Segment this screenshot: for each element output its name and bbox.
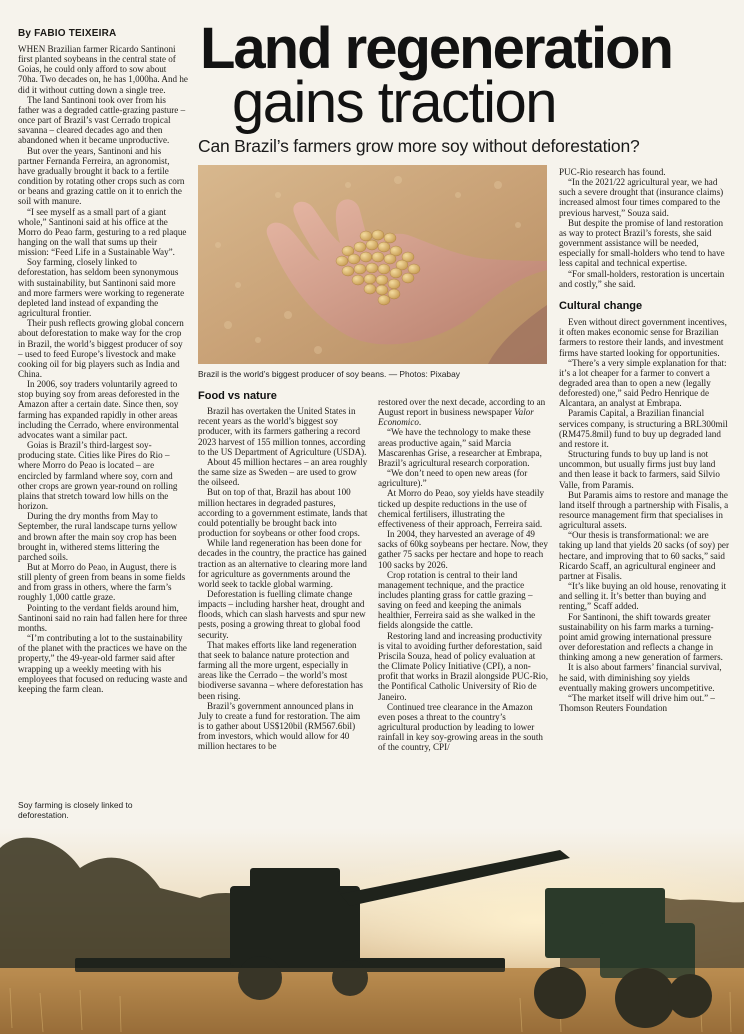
paragraph: Their push reflects growing global concern about deforestation to make way for the crop in Brazil, the world’s biggest producer of soy – used to feed Europe’s livestock and make cooking oil for big players such as India and China. [18, 318, 184, 379]
article-column-4 [559, 167, 729, 713]
paragraph: At Morro do Peao, soy yields have steadily ticked up despite reductions in the use of chemical fertilisers, illustrating the effectiveness of their approach, Ferreira said. [378, 488, 545, 529]
article-column-2 [198, 391, 368, 751]
paragraph: For Santinoni, the shift towards greater sustainability on his farm marks a turning-point amid growing international pressure over deforestation and reflects a change in thinking among a new generation of farmers. [559, 611, 723, 663]
article-column-3 [378, 397, 548, 752]
headline-line-2: gains traction [232, 70, 556, 135]
paragraph: “There’s a very simple explanation for that: it’s a lot cheaper for a farmer to convert a degraded area than to open a new (legally deforested) one,” said Pedro Henrique de Alcantara, an analyst at Embrapa. [559, 357, 727, 409]
paragraph: Brazil has overtaken the United States in recent years as the world’s biggest soy producer, with its farmers gathering a record 2023 harvest of 155 million tonnes, according to the US Department of Agriculture (USDA). [198, 406, 367, 457]
paragraph: Continued tree clearance in the Amazon even poses a threat to the country’s agricultural production by leading to lower rainfall in key soy-growing areas in the south of the country, CPI/ [378, 701, 543, 753]
paragraph: “I see myself as a small part of a giant whole,” Santinoni said at his office at the Morro do Peao farm, gesturing to a red plaque hanging on the wall that sums up their mission: “Feed Life in a Sustainable Way”. [18, 206, 187, 258]
deck-subtitle: Can Brazil’s farmers grow more soy without deforestation? [198, 136, 640, 156]
paragraph: Brazil’s government announced plans in July to create a fund for restoration. The aim is to gather about US$120bil (RM567.6bil) from investors, which would allow for 40 million hectares to be [198, 700, 361, 752]
paragraph: About 45 million hectares – an area roughly the same size as Sweden – are used to grow the oilseed. [198, 456, 368, 488]
paragraph: Soy farming, closely linked to deforestation, has seldom been synonymous with sustainability, but Santinoni said more and more farmers were working to regenerate depleted land instead of expanding the agricultural frontier. [18, 257, 185, 319]
paragraph: PUC-Rio research has found. [559, 167, 666, 177]
paragraph: WHEN Brazilian farmer Ricardo Santinoni first planted soybeans in the central state of Goias, he could only afford to sow about 70ha. Two decades on, he has 1,000ha. And he did it without cutting down a single tree. [18, 44, 188, 95]
paragraph: “We don’t need to open new areas (for agriculture).” [378, 468, 528, 489]
paragraph: Deforestation is fuelling climate change impacts – including harsher heat, drought and floods, which can slash harvests and spur new pests, posing a growing threat to global food security. [198, 588, 366, 640]
headline-line-1: Land regeneration [200, 16, 672, 81]
section-heading-cultural-change: Cultural change [559, 299, 643, 312]
paragraph: In 2004, they harvested an average of 49 sacks of 60kg soybeans per hectare. Now, they gather 75 sacks per hectare and hope to reach 100 sacks by 2026. [378, 529, 548, 570]
paragraph [378, 397, 548, 427]
paragraph: “It’s like buying an old house, renovating it and selling it. It’s better than buying and renting,” Scaff added. [559, 581, 727, 612]
paragraph: While land regeneration has been done for decades in the country, the practice has gained traction as an alternative to clearing more land for agriculture as governments around the world seek to tackle global warming. [198, 538, 367, 589]
byline: By FABIO TEIXEIRA [18, 28, 117, 39]
paragraph: “We have the technology to make these areas productive again,” said Marcia Mascarenhas Grise, a researcher at Embrapa, Brazil’s agricultural research corporation. [378, 427, 542, 468]
paragraph: But Paramis aims to restore and manage the land itself through a partnership with Fisalis, a resource management firm that specialises in agricultural assets. [559, 489, 729, 531]
section-heading-food-vs-nature: Food vs nature [198, 390, 277, 402]
paragraph: “In the 2021/22 agricultural year, we had such a severe drought that (insurance claims) increased almost four times compared to the previous harvest,” Souza said. [559, 177, 724, 218]
paragraph-text: restored over the next decade, according to an August report in business newspaper [378, 397, 546, 418]
paragraph: That makes efforts like land regeneration that seek to balance nature protection and farming all the more urgent, especially in areas like the Cerrado – the world’s most biodiverse savanna – where deforestation has been rising. [198, 639, 363, 701]
paragraph: During the dry months from May to September, the rural landscape turns yellow and brown after the main soy crop has been brought in, withered stems littering the parched soils. [18, 511, 178, 562]
paragraph: The land Santinoni took over from his father was a degraded cattle-grazing pasture – once part of Brazil’s vast Cerrado tropical savanna – cleared decades ago and then abandoned when it became unproductive. [18, 94, 186, 146]
bottom-photo-caption: Soy farming is closely linked to deforestation. [18, 800, 133, 820]
paragraph: It is also about farmers’ financial survival, he said, with diminishing soy yields eventually making growers uncompetitive. [559, 662, 722, 693]
combine-harvester-illustration [0, 828, 744, 1034]
paragraph: Paramis Capital, a Brazilian financial services company, is structuring a BRL300mil (RM475.8mil) fund to buy up degraded land and restore it. [559, 408, 728, 449]
soybeans-in-hand-photo [198, 165, 547, 364]
paragraph: But at Morro do Peao, in August, there is still plenty of green from beans in some fields and from grass in others, where the farm’s roughly 1,000 cattle graze. [18, 561, 186, 603]
paragraph: Even without direct government incentives, it often makes economic sense for Brazilian farmers to restore their lands, and investment firms have started looking for opportunities. [559, 317, 727, 358]
soybeans-in-hand-illustration [198, 165, 547, 364]
headline [200, 16, 730, 135]
article-column-1 [18, 44, 188, 694]
paragraph: In 2006, soy traders voluntarily agreed to stop buying soy from areas deforested in the Amazon after a certain date. Since then, soy farming has expanded rapidly in other areas including the Cerrado, where environmental advocates want a similar pact. [18, 379, 180, 440]
newspaper-name: Valor Economico [378, 407, 534, 428]
paragraph: Restoring land and increasing productivity is vital to avoiding further deforestation, said Priscila Souza, head of policy evaluation at the Climate Policy Initiative (CPI), a non-profit that works in Brazil alongside PUC-Rio, the Pontifical Catholic University of Rio de Janeiro. [378, 630, 548, 702]
paragraph: But despite the promise of land restoration as way to protect Brazil’s forests, she said government assistance will be needed, especially for small-holders who tend to have less capital and technical expertise. [559, 217, 725, 269]
paragraph: “The market itself will drive him out.” – Thomson Reuters Foundation [559, 692, 715, 713]
paragraph: But on top of that, Brazil has about 100 million hectares in degraded pastures, according to a government estimate, lands that could potentially be brought back into production for soybeans or other food crops. [198, 487, 368, 539]
paragraph: “Our thesis is transformational: we are taking up land that yields 20 sacks (of soy) per hectare, and improving that to 60 sacks,” said Ricardo Scaff, an agricultural engineer and partner at Fisalis. [559, 530, 729, 581]
paragraph-text: . [418, 417, 422, 428]
paragraph: Goias is Brazil’s third-largest soy-producing state. Cities like Pires do Rio – where Morro do Peao is located – are encircled by farmland where soy, corn and other crops are grown year-round on rolling plains that stretch toward low hills on the horizon. [18, 440, 178, 512]
paragraph: “For small-holders, restoration is uncertain and costly,” she said. [559, 268, 725, 289]
photo-caption: Brazil is the world’s biggest producer of soy beans. — Photos: Pixabay [198, 369, 460, 379]
paragraph: But over the years, Santinoni and his partner Fernanda Ferreira, an agronomist, have gradually brought it back to a fertile condition by rotating other crops such as corn or beans and grazing cattle on it to enrich the soil with manure. [18, 145, 185, 207]
harvester-field-photo [0, 828, 744, 1034]
paragraph: Crop rotation is central to their land management technique, and the practice includes planting grass for cattle grazing – saving on feed and keeping the animals healthier, Ferreira said as she walked in the fields alongside the cattle. [378, 569, 536, 631]
paragraph: “I’m contributing a lot to the sustainability of the planet with the practices we have on the property,” the 49-year-old farmer said after wrapping up a weekly meeting with his employees that focused on reducing waste and keeping the farm clean. [18, 633, 188, 694]
paragraph: Structuring funds to buy up land is not uncommon, but usually firms just buy land and then lease it back to farmers, said Silvio Valle, from Paramis. [559, 449, 720, 490]
paragraph: Pointing to the verdant fields around him, Santinoni said no rain had fallen here for three months. [18, 602, 188, 633]
